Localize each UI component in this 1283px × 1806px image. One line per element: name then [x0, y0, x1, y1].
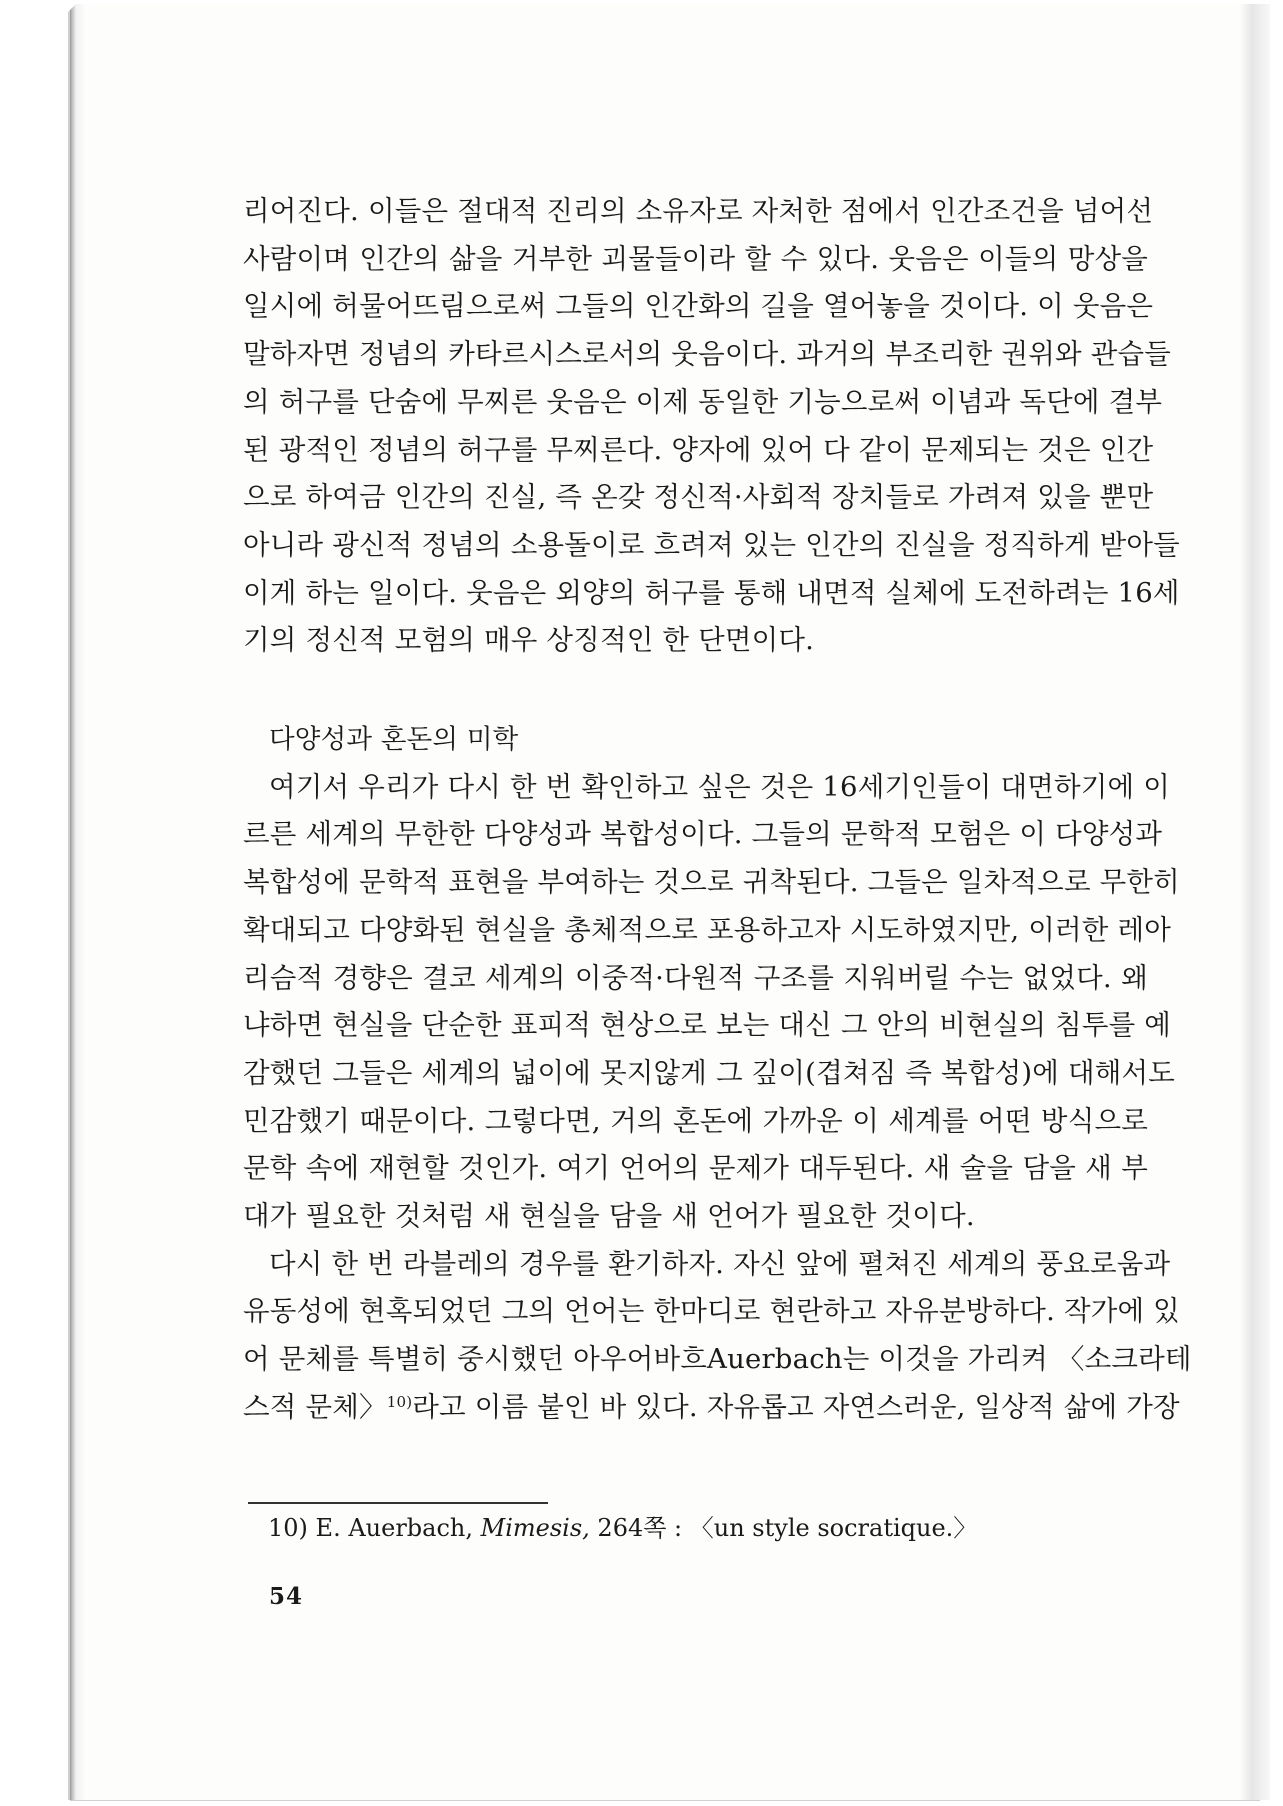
footnote-reference[interactable]: 10): [386, 1392, 413, 1411]
page-number: 54: [269, 1583, 304, 1610]
text-line: 민감했기 때문이다. 그렇다면, 거의 혼돈에 가까운 이 세계를 어떤 방식으로: [243, 1104, 1148, 1137]
footnote-divider: [248, 1502, 548, 1504]
section-heading: 다양성과 혼돈의 미학: [269, 724, 519, 756]
text-line: 이게 하는 일이다. 웃음은 외양의 허구를 통해 내면적 실체에 도전하려는 16세: [243, 576, 1180, 609]
text-line: 여기서 우리가 다시 한 번 확인하고 싶은 것은 16세기인들이 대면하기에 이: [269, 770, 1170, 803]
text-line: 대가 필요한 것처럼 새 현실을 담을 새 언어가 필요한 것이다.: [243, 1200, 975, 1233]
text-line: 냐하면 현실을 단순한 표피적 현상으로 보는 대신 그 안의 비현실의 침투를 예: [243, 1009, 1172, 1042]
text-line: 일시에 허물어뜨림으로써 그들의 인간화의 길을 열어놓을 것이다. 이 웃음은: [243, 290, 1154, 323]
text-line: 사람이며 인간의 삶을 거부한 괴물들이라 할 수 있다. 웃음은 이들의 망상을: [243, 242, 1148, 275]
text-fragment: 라고 이름 붙인 바 있다. 자유롭고 자연스러운, 일상적 삶에 가장: [412, 1390, 1180, 1423]
text-line: 으로 하여금 인간의 진실, 즉 온갖 정신적·사회적 장치들로 가려져 있을 뿐만: [243, 481, 1154, 514]
text-line: 리어진다. 이들은 절대적 진리의 소유자로 자처한 점에서 인간조건을 넘어선: [243, 195, 1154, 227]
text-line: 르른 세계의 무한한 다양성과 복합성이다. 그들의 문학적 모험은 이 다양성과: [243, 818, 1163, 851]
text-line: 의 허구를 단숨에 무찌른 웃음은 이제 동일한 기능으로써 이념과 독단에 결부: [243, 385, 1163, 418]
text-line: 복합성에 문학적 표현을 부여하는 것으로 귀착된다. 그들은 일차적으로 무한히: [243, 866, 1180, 899]
text-line: 말하자면 정념의 카타르시스로서의 웃음이다. 과거의 부조리한 권위와 관습들: [243, 338, 1172, 371]
text-line: 기의 정신적 모험의 매우 상징적인 한 단면이다.: [243, 624, 815, 657]
text-line: 감했던 그들은 세계의 넓이에 못지않게 그 깊이(겹쳐짐 즉 복합성)에 대해서도: [243, 1056, 1176, 1089]
footnote-author: E. Auerbach,: [315, 1514, 473, 1542]
page-corner: [68, 2, 78, 12]
text-line: 문학 속에 재현할 것인가. 여기 언어의 문제가 대두된다. 새 술을 담을 새 부: [243, 1152, 1148, 1185]
text-line: 확대되고 다양화된 현실을 총체적으로 포용하고자 시도하였지만, 이러한 레아: [243, 913, 1172, 946]
text-line: 어 문체를 특별히 중시했던 아우어바흐Auerbach는 이것을 가리켜 〈소크라테: [243, 1343, 1192, 1376]
footnote-book-title: Mimesis,: [480, 1514, 590, 1542]
text-line: 리슴적 경향은 결코 세계의 이중적·다원적 구조를 지워버릴 수는 없었다. 왜: [243, 961, 1148, 994]
text-fragment: 스적 문체〉: [243, 1390, 387, 1423]
text-line: 다시 한 번 라블레의 경우를 환기하자. 자신 앞에 펼쳐진 세계의 풍요로움과: [269, 1247, 1171, 1280]
body-text: [243, 188, 1192, 1432]
text-line: 된 광적인 정념의 허구를 무찌른다. 양자에 있어 다 같이 문제되는 것은 인간: [243, 433, 1154, 466]
footnote-detail: 264쪽 : 〈un style socratique.〉: [589, 1514, 978, 1542]
text-line: 유동성에 현혹되었던 그의 언어는 한마디로 현란하고 자유분방하다. 작가에 있: [243, 1295, 1180, 1328]
page-binding-edge: [70, 4, 84, 1800]
section-spacer: [243, 665, 1148, 716]
text-line: 아니라 광신적 정념의 소용돌이로 흐려져 있는 인간의 진실을 정직하게 받아들: [243, 528, 1180, 561]
footnote-number: 10): [268, 1514, 308, 1542]
page-right-edge: [1240, 4, 1270, 1800]
text-line: [243, 1384, 1180, 1432]
footnote: [268, 1507, 977, 1549]
